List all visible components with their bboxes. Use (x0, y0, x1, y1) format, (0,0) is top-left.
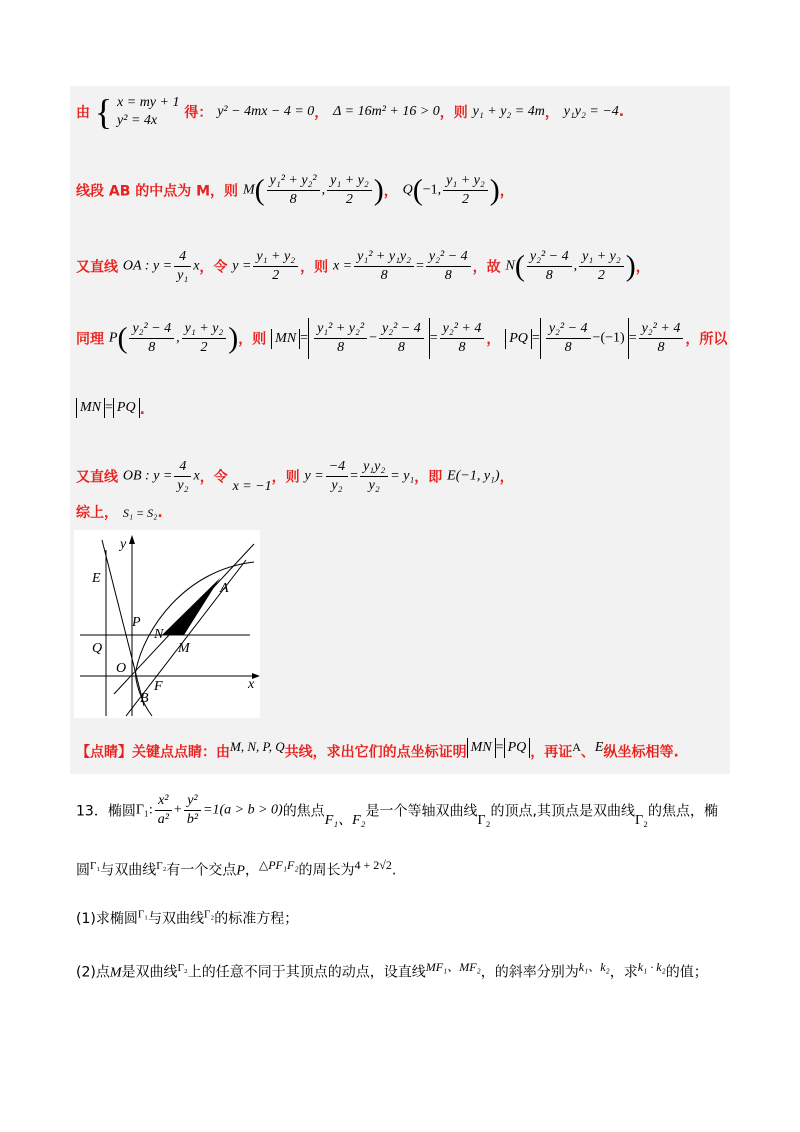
den: y₂ (177, 478, 189, 493)
mn-abs: MN (76, 398, 105, 418)
text: (1)求椭圆 (76, 911, 138, 927)
text: 的值； (665, 964, 708, 981)
text: 有一个交点 (166, 862, 237, 879)
text: ，所以 (685, 331, 728, 348)
label-p: P (132, 615, 141, 630)
solution-line-1: 由 { x = my + 1 y² = 4x 得： y² − 4mx − 4 = 0， Δ = 16m² + 16 > 0，则 y₁ + y₂ = 4m， y₁y₂ = −4. (76, 92, 625, 132)
text: 综上， (76, 505, 118, 521)
label-b: B (140, 691, 149, 706)
den: 8 (148, 340, 156, 355)
num: y₁ + y₂ (327, 172, 372, 191)
den: 2 (597, 268, 605, 283)
point-q: Q (402, 182, 413, 198)
den: 8 (444, 268, 452, 283)
num: y₁² + y₂² (314, 320, 367, 339)
label-n: N (154, 627, 164, 642)
label-e: E (92, 571, 101, 586)
eq: x = −1 (232, 479, 272, 494)
product-roots: y₁y₂ = −4 (563, 104, 619, 119)
solution-line-7: 综上， S₁ = S₂. (76, 505, 163, 521)
den: 2 (200, 340, 208, 355)
label-a: A (220, 581, 229, 596)
text: 是一个等轴双曲线 (365, 803, 478, 820)
text: ，令 (199, 469, 228, 486)
point-p: P (108, 330, 118, 346)
points: M, N, P, Q (230, 739, 285, 754)
text: 的顶点,其顶点是双曲线 (490, 803, 635, 820)
system-eq-2: y² = 4x (117, 113, 158, 128)
den: b² (186, 812, 199, 827)
text: . (618, 104, 625, 120)
text: ，则 (238, 331, 267, 348)
gamma-2: Γ₂ (477, 813, 491, 828)
text: 与双曲线 (148, 911, 205, 927)
num: −4 (326, 458, 348, 477)
text: 的标准方程； (214, 911, 299, 927)
text: ，则 (439, 105, 468, 121)
text: ，再证 (530, 744, 573, 761)
num: y₁² + y₂² (267, 172, 320, 191)
text: 上的任意不同于其顶点的动点，设直线 (187, 964, 426, 981)
term: (−1) (600, 330, 625, 346)
num: y₁ + y₂ (182, 320, 227, 339)
gamma-1: Γ₁ (90, 860, 101, 872)
text: 得： (184, 105, 213, 121)
text: 与双曲线 (100, 862, 157, 879)
den: 8 (545, 268, 553, 283)
var: x (193, 468, 200, 484)
den: 8 (397, 340, 405, 355)
den: 2 (345, 192, 353, 207)
point-a: A (572, 740, 581, 754)
label-m: M (178, 641, 190, 656)
den: 8 (458, 340, 466, 355)
text: 、 (580, 744, 595, 761)
perimeter: 4 + 2√2 (354, 858, 392, 872)
point-e: E(−1, y₁) (447, 468, 500, 484)
ellipse-eq: =1(a > b > 0) (203, 802, 283, 818)
num: y₁ + y₂ (443, 172, 488, 191)
gamma-2: Γ₂ (634, 813, 648, 828)
problem-13-question-2 (76, 958, 708, 982)
text: 又直线 (76, 259, 118, 276)
point-n: N (505, 258, 515, 274)
lines-mf: MF₁、MF₂ (425, 960, 481, 974)
num: y₂² − 4 (426, 248, 471, 267)
gamma-1: Γ₁ (135, 802, 149, 818)
den: 8 (380, 268, 388, 283)
label-q: Q (92, 641, 103, 656)
line-oa: OA : y = (122, 258, 173, 274)
triangle: △PF₁F₂ (258, 858, 299, 872)
point-m: M (109, 965, 122, 981)
key-point-comment: 【点睛】关键点点睛：由M, N, P, Q共线，求出它们的点坐标证明 MN = PQ ，再证A、E纵坐标相等. (76, 739, 679, 761)
text: (2)点 (76, 964, 110, 981)
pq-abs: PQ (504, 738, 531, 758)
text: 圆 (76, 862, 90, 879)
text: ，求 (609, 964, 638, 981)
text: 线段 AB 的中点为 M，则 (76, 183, 239, 200)
text: . (391, 862, 397, 879)
problem-number: 13．椭圆 (76, 803, 136, 820)
label-y: y (120, 537, 127, 552)
den: 8 (564, 340, 572, 355)
text: ，令 (199, 259, 228, 276)
solution-line-6: 又直线 OB : y = $\frac{4}{\text{y₂}}$ x，令 x = −1，则 y = $\frac{-4}{\text{y₂}}$ = $\frac{\text{y₁y₂}}{\text{y₂}}$ = y₁，即 E(−1, y₁)， (76, 459, 514, 494)
num: 4 (174, 248, 191, 267)
den: y₁ (177, 268, 189, 283)
system-eq-1: x = my + 1 (117, 95, 180, 110)
den: 8 (657, 340, 665, 355)
parabola-figure (74, 530, 260, 718)
label-f: F (154, 679, 163, 694)
problem-13-line-2 (76, 858, 396, 880)
text: 是双曲线 (121, 964, 178, 981)
den: y₂ (331, 478, 343, 493)
discriminant: Δ = 16m² + 16 > 0 (333, 104, 440, 119)
num: x² (155, 792, 172, 811)
text: 又直线 (76, 469, 118, 486)
foci: F₁、F₂ (324, 813, 366, 828)
quadratic-eq: y² − 4mx − 4 = 0 (217, 104, 315, 119)
num: y² (184, 792, 201, 811)
den: 2 (272, 268, 280, 283)
mn-abs: MN (467, 738, 496, 758)
point-p: P (236, 863, 245, 879)
num: y₂² + 4 (639, 320, 684, 339)
point-e: E (594, 740, 604, 755)
gamma-1: Γ₁ (137, 908, 149, 921)
eq: y = (304, 468, 324, 484)
problem-13-line-1: 13．椭圆Γ₁: $\frac{\text{x²}}{\text{a²}}$ + $\frac{\text{y²}}{\text{b²}}$ =1(a > b > 0)的焦点F₁、F₂是一个等轴双曲线Γ₂的顶点,其顶点是双曲线Γ₂的焦点，椭 (76, 793, 718, 828)
solution-line-5: MN = PQ . (76, 398, 145, 418)
gamma-2: Γ₂ (177, 962, 188, 974)
den: a² (157, 812, 169, 827)
den: 8 (337, 340, 345, 355)
num: y₁ + y₂ (579, 248, 624, 267)
gamma-2: Γ₂ (156, 860, 167, 872)
var: x (193, 258, 200, 274)
text: 同理 (76, 331, 104, 348)
label-x: x (248, 677, 255, 692)
gamma-2: Γ₂ (204, 908, 215, 921)
slope-product: k₁ · k₂ (637, 960, 666, 974)
num: y₁² + y₁y₂ (354, 248, 414, 267)
pq-abs: PQ (505, 329, 532, 349)
den: y₂ (368, 478, 380, 493)
solution-line-3: 又直线 OA : y = $\frac{4}{\text{y₁}}$ x，令 y = $\frac{\text{y₁ + y₂}}{2}$ ，则 x = $\frac{\text{y₁² + y₁y₂}}{8}$ = $\frac{\text{y₂² − 4}}{8}$ ，故 N( $\frac{\text{y₂² − 4}}{8}$ , $\frac{\text{y₁ + y₂}}{2}$ )， (76, 249, 650, 283)
num: y₂² − 4 (129, 320, 174, 339)
solution-line-2: 线段 AB 的中点为 M，则 M( $\frac{\text{y₁² + y₂²}}{8}$ , $\frac{\text{y₁ + y₂}}{2}$ )， Q(−1, $\frac{\text{y₁ + y₂}}{2}$ )， (76, 173, 514, 207)
text: ，故 (472, 259, 501, 276)
point-m: M (242, 182, 255, 198)
text: 的周长为 (298, 862, 355, 879)
solution-line-4: 同理 P( $\frac{\text{y₂² − 4}}{8}$ , $\frac{\text{y₁ + y₂}}{2}$ )，则 MN = $\frac{\text{y₁² + y₂²}}{8}$ − $\frac{\text{y₂² − 4}}{8}$ = $\frac{\text{y₂² + 4}}{8}$ ， PQ = $\frac{\text{y₂² − 4}}{8}$ −(−1) = $\frac{\text{y₂² + 4}}{8}$ ，所以 (76, 318, 727, 359)
num: y₂² − 4 (546, 320, 591, 339)
sum-roots: y₁ + y₂ = 4m (472, 104, 545, 119)
num: y₂² − 4 (527, 248, 572, 267)
text: 【点睛】关键点点睛：由 (76, 744, 230, 761)
text: ，则 (271, 469, 300, 486)
text: 纵坐标相等. (603, 744, 679, 761)
area-equal: S₁ = S₂ (122, 506, 158, 520)
slopes: k₁、k₂ (578, 960, 610, 974)
num: y₂² − 4 (379, 320, 424, 339)
num: y₁ + y₂ (253, 248, 298, 267)
text: 共线，求出它们的点坐标证明 (284, 744, 467, 761)
eq: x = (332, 258, 353, 274)
text: 由 (76, 105, 90, 121)
line-ob: OB : y = (122, 468, 173, 484)
num: y₂² + 4 (440, 320, 485, 339)
eq: = y₁ (390, 468, 415, 484)
mn-abs: MN (271, 329, 300, 349)
text: ， (244, 862, 259, 879)
num: 4 (174, 458, 191, 477)
text: ，则 (300, 259, 329, 276)
den: 8 (289, 192, 297, 207)
problem-13-question-1 (76, 908, 298, 928)
text: 的焦点 (282, 803, 325, 820)
den: 2 (461, 192, 469, 207)
equation-system: { x = my + 1 y² = 4x (94, 92, 180, 132)
label-o: O (116, 661, 127, 676)
num: y₁y₂ (360, 458, 388, 477)
coord: −1, (422, 182, 442, 198)
pq-abs: PQ (113, 398, 140, 418)
eq: y = (232, 258, 252, 274)
text: 的焦点，椭 (647, 803, 718, 820)
text: ，的斜率分别为 (480, 964, 579, 981)
text: ，即 (414, 469, 443, 486)
